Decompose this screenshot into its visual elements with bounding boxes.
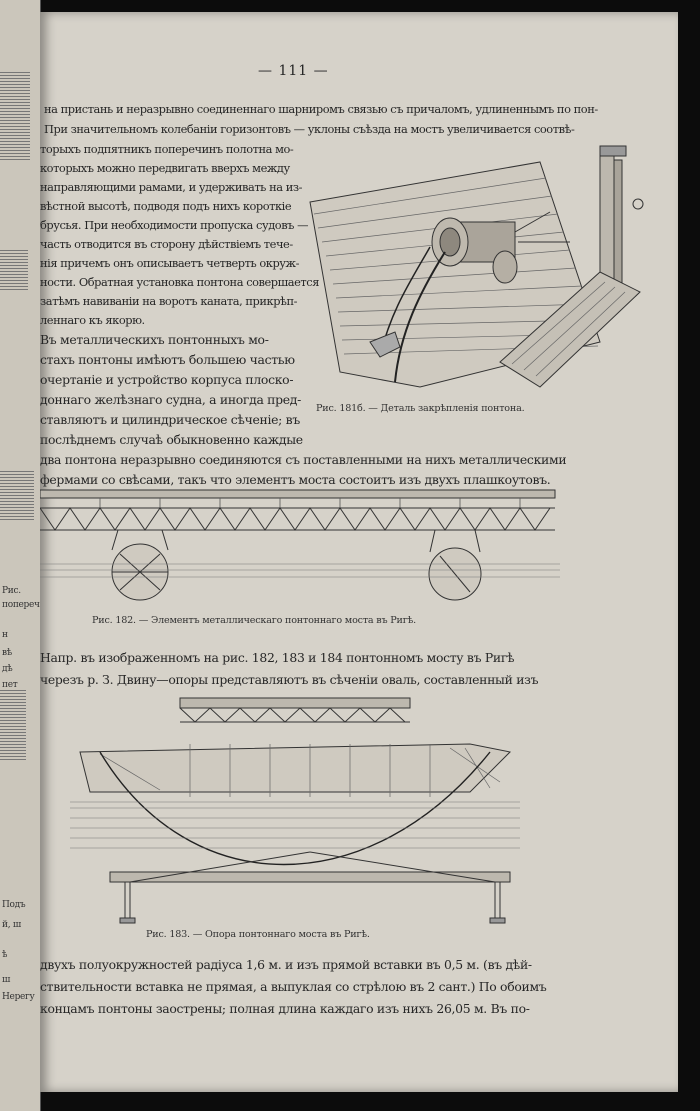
figure-caption-183: Рис. 183. — Опора понтоннаго моста въ Ригѣ. bbox=[146, 929, 370, 940]
left-fragment: Нерегу bbox=[2, 992, 35, 1002]
previous-page-edge bbox=[0, 0, 41, 1111]
left-fragment: Подъ bbox=[2, 900, 26, 910]
text-line: брусья. При необходимости пропуска судовъ — bbox=[40, 218, 309, 232]
figure-181b-pontoon-fastening bbox=[300, 142, 660, 397]
text-line: При значительномъ колебаніи горизонтовъ — уклоны съѣзда на мостъ увеличивается соотвѣ- bbox=[44, 122, 575, 136]
figure-182-bridge-element bbox=[40, 482, 560, 607]
text-line: Напр. въ изображенномъ на рис. 182, 183 и 184 понтонномъ мосту въ Ригѣ bbox=[40, 650, 515, 665]
text-line: двухъ полуокружностей радіуса 1,6 м. и изъ прямой вставки въ 0,5 м. (въ дѣй- bbox=[40, 957, 532, 972]
text-line: леннаго къ якорю. bbox=[40, 313, 145, 327]
text-line: Въ металлическихъ понтонныхъ мо- bbox=[40, 332, 269, 347]
text-line: очертаніе и устройство корпуса плоско- bbox=[40, 372, 294, 387]
text-line: вѣстной высотѣ, подводя подъ нихъ короткіе bbox=[40, 199, 292, 213]
text-line: затѣмъ навиваніи на воротъ каната, прикрѣп- bbox=[40, 294, 298, 308]
left-fragment: Рис. bbox=[2, 586, 21, 596]
text-line: доннаго желѣзнаго судна, а иногда пред- bbox=[40, 392, 302, 407]
left-fragment: пет bbox=[2, 680, 18, 690]
left-fragment: ш bbox=[2, 975, 11, 985]
text-line: ставляютъ и цилиндрическое сѣченіе; въ bbox=[40, 412, 300, 427]
text-line: торыхъ подпятникъ поперечинъ полотна мо- bbox=[40, 142, 294, 156]
text-line: два понтона неразрывно соединяются съ поставленными на нихъ металлическими bbox=[40, 452, 567, 467]
text-line: послѣднемъ случаѣ обыкновенно каждые bbox=[40, 432, 303, 447]
text-line: которыхъ можно передвигать вверхъ между bbox=[40, 161, 290, 175]
text-line: ности. Обратная установка понтона совершается bbox=[40, 275, 319, 289]
text-line: концамъ понтоны заострены; полная длина каждаго изъ нихъ 26,05 м. Въ по- bbox=[40, 1001, 530, 1016]
figure-183-pontoon-support bbox=[70, 692, 520, 927]
text-line: черезъ р. З. Двину—опоры представляютъ въ сѣченіи оваль, составленный изъ bbox=[40, 672, 539, 687]
figure-caption-181b: Рис. 181б. — Деталь закрѣпленія понтона. bbox=[316, 403, 525, 414]
text-line: нія причемъ онъ описываетъ четверть окруж- bbox=[40, 256, 299, 270]
text-line: стахъ понтоны имѣютъ большею частью bbox=[40, 352, 295, 367]
left-fragment: н bbox=[2, 630, 8, 640]
text-line: направляющими рамами, и удерживать на из- bbox=[40, 180, 303, 194]
left-fragment: дѣ bbox=[2, 664, 13, 674]
left-fragment: вѣ bbox=[2, 648, 12, 658]
left-fragment: й, ш bbox=[2, 920, 21, 930]
text-line: фермами со свѣсами, такъ что элементъ моста состоитъ изъ двухъ плашкоутовъ. bbox=[40, 472, 551, 487]
text-line: часть отводится въ сторону дѣйствіемъ тече- bbox=[40, 237, 293, 251]
text-line: ствительности вставка не прямая, а выпуклая со стрѣлою въ 2 сант.) По обоимъ bbox=[40, 979, 547, 994]
page-number: — 111 — bbox=[258, 63, 329, 79]
left-fragment: попереч bbox=[2, 600, 40, 610]
figure-caption-182: Рис. 182. — Элементъ металлическаго понтоннаго моста въ Ригѣ. bbox=[92, 615, 416, 626]
text-line: на пристань и неразрывно соединеннаго шарниромъ связью съ причаломъ, удлиненнымъ по пон- bbox=[44, 102, 598, 116]
book-page bbox=[40, 12, 678, 1092]
left-fragment: ѣ bbox=[2, 950, 8, 960]
